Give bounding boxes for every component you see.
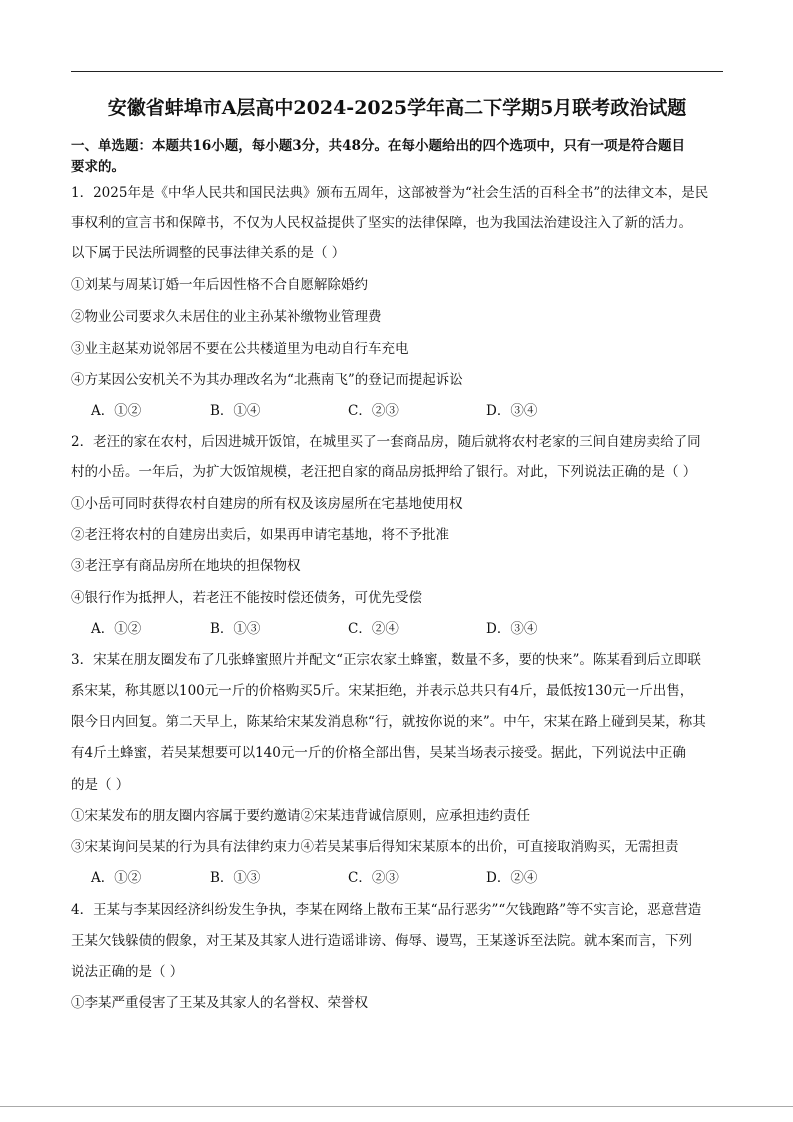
q3-stem: 限今日内回复。第二天早上，陈某给宋某发消息称“行，就按你说的来”。中午，宋某在路上碰到吴某，称其	[71, 714, 706, 730]
q2-stem: 2．老汪的家在农村，后因进城开饭馆，在城里买了一套商品房，随后就将农村老家的三间自建房卖给了同	[71, 434, 701, 450]
q3-stem: 的是（ ）	[71, 777, 130, 793]
q2-option-b: B．①③	[210, 621, 261, 637]
footer-rule	[0, 1106, 793, 1107]
q1-statement: ②物业公司要求久未居住的业主孙某补缴物业管理费	[71, 309, 382, 325]
q1-stem: 以下属于民法所调整的民事法律关系的是（ ）	[71, 245, 346, 261]
q2-option-d: D．③④	[486, 621, 538, 637]
q3-stem: 3．宋某在朋友圈发布了几张蜂蜜照片并配文“正宗农家土蜂蜜，数量不多，要的快来”。陈某看到后立即联	[71, 652, 701, 668]
q3-option-d: D．②④	[486, 870, 538, 886]
q1-stem: 1．2025年是《中华人民共和国民法典》颁布五周年，这部被誉为“社会生活的百科全书”的法律文本，是民	[71, 185, 709, 201]
q2-statement: ①小岳可同时获得农村自建房的所有权及该房屋所在宅基地使用权	[71, 496, 463, 512]
q1-option-d: D．③④	[486, 403, 538, 419]
q3-stem: 系宋某，称其愿以100元一斤的价格购买5斤。宋某拒绝，并表示总共只有4斤，最低按130元一斤出售，	[71, 683, 694, 699]
q2-option-a: A．①②	[91, 621, 142, 637]
q1-statement: ③业主赵某劝说邻居不要在公共楼道里为电动自行车充电	[71, 341, 409, 357]
q4-stem: 4．王某与李某因经济纠纷发生争执，李某在网络上散布王某“品行恶劣”“欠钱跑路”等不实言论，恶意营造	[71, 902, 702, 918]
q3-statement: ③宋某询问吴某的行为具有法律约束力④若吴某事后得知宋某原本的出价，可直接取消购买，无需担责	[71, 839, 679, 855]
q3-statement: ①宋某发布的朋友圈内容属于要约邀请②宋某违背诚信原则，应承担违约责任	[71, 808, 530, 824]
q2-stem: 村的小岳。一年后，为扩大饭馆规模，老汪把自家的商品房抵押给了银行。对此，下列说法正确的是（ ）	[71, 464, 697, 480]
q1-stem: 事权利的宣言书和保障书，不仅为人民权益提供了坚实的法律保障，也为我国法治建设注入了新的活力。	[71, 215, 692, 231]
section-heading-cont: 要求的。	[71, 159, 125, 175]
q4-stem: 说法正确的是（ ）	[71, 964, 184, 980]
q1-option-c: C．②③	[348, 403, 399, 419]
header-rule	[71, 71, 723, 72]
q4-statement: ①李某严重侵害了王某及其家人的名誉权、荣誉权	[71, 995, 368, 1011]
q2-statement: ③老汪享有商品房所在地块的担保物权	[71, 558, 301, 574]
q2-option-c: C．②④	[348, 621, 399, 637]
q1-statement: ④方某因公安机关不为其办理改名为“北燕南飞”的登记而提起诉讼	[71, 372, 463, 388]
q2-statement: ④银行作为抵押人，若老汪不能按时偿还债务，可优先受偿	[71, 590, 422, 606]
q1-statement: ①刘某与周某订婚一年后因性格不合自愿解除婚约	[71, 277, 368, 293]
q3-option-a: A．①②	[91, 870, 142, 886]
q4-stem: 王某欠钱躲债的假象，对王某及其家人进行造谣诽谤、侮辱、谩骂，王某遂诉至法院。就本案而言，下列	[71, 933, 692, 949]
q1-option-b: B．①④	[210, 403, 261, 419]
q1-option-a: A．①②	[91, 403, 142, 419]
section-heading: 一、单选题：本题共16小题，每小题3分，共48分。在每小题给出的四个选项中，只有一项是符合题目	[71, 138, 685, 154]
page-title: 安徽省蚌埠市A层高中2024-2025学年高二下学期5月联考政治试题	[107, 97, 687, 119]
q2-statement: ②老汪将农村的自建房出卖后，如果再申请宅基地，将不予批准	[71, 527, 449, 543]
q3-option-c: C．②③	[348, 870, 399, 886]
q3-option-b: B．①③	[210, 870, 261, 886]
q3-stem: 有4斤土蜂蜜，若吴某想要可以140元一斤的价格全部出售，吴某当场表示接受。据此，下列说法中正确	[71, 745, 686, 761]
